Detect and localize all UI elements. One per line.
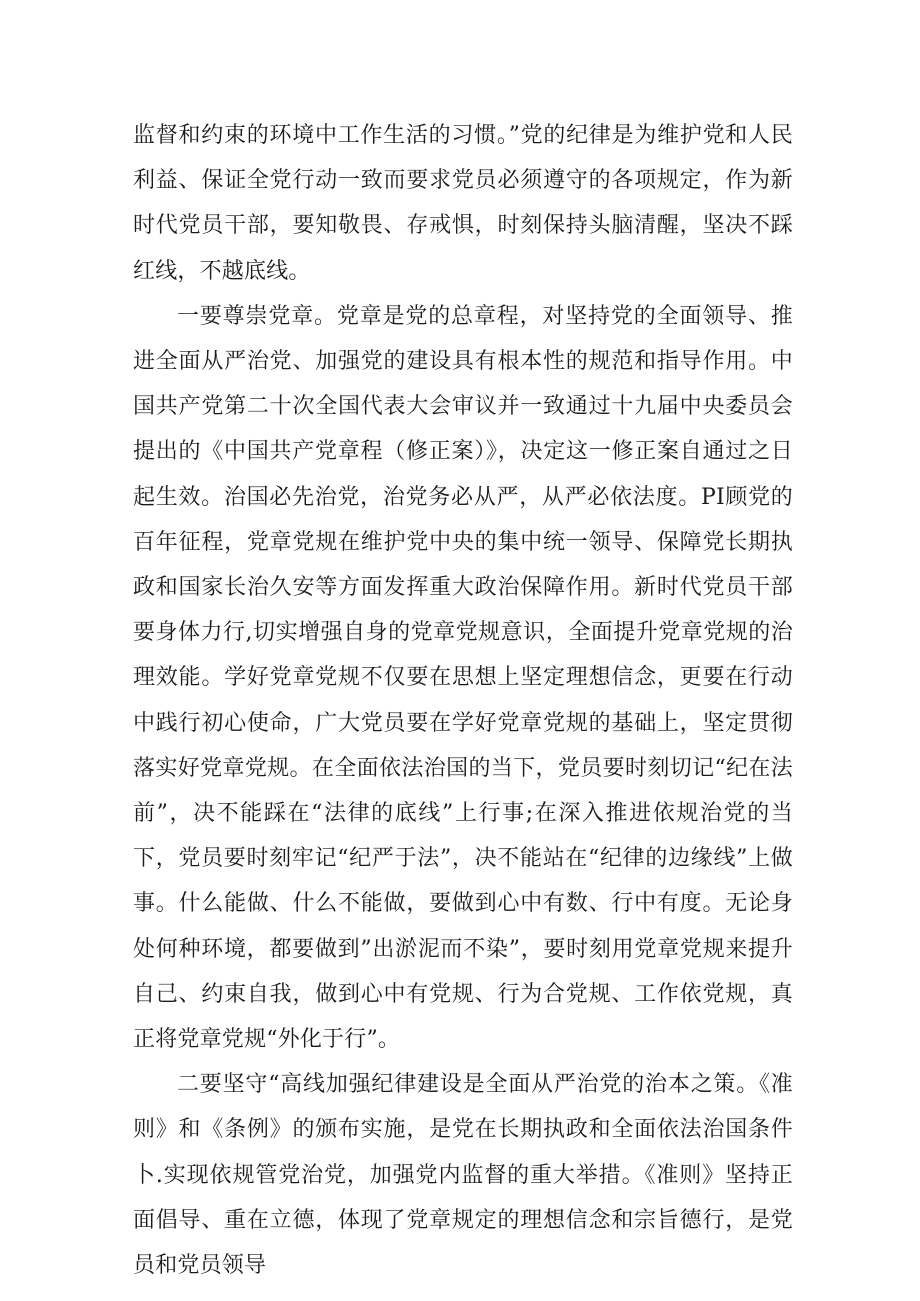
paragraph-discipline-intro: 监督和约束的环境中工作生活的习惯。”党的纪律是为维护党和人民利益、保证全党行动一致而要求党员必须遵守的各项规定，作为新时代党员干部，要知敬畏、存戒惧，时刻保持头脑清醒，坚决不踩红线，不越底线。 (133, 123, 793, 284)
paragraph-uphold-high-line: 二要坚守“高线加强纪律建设是全面从严治党的治本之策。《准则》和《条例》的颁布实施，是党在长期执政和全面依法治国条件卜.实现依规管党治党，加强党内监督的重大举措。《准则》坚持正面倡导、重在立德，体现了党章规定的理想信念和宗旨德行，是党员和党员领导 (133, 1072, 793, 1279)
document-body (133, 113, 793, 1288)
paragraph-respect-party-constitution: 一要尊崇党章。党章是党的总章程，对坚持党的全面领导、推进全面从严治党、加强党的建设具有根本性的规范和指导作用。中国共产党第二十次全国代表大会审议并一致通过十九届中央委员会提出的《中国共产党章程（修正案）》，决定这一修正案自通过之日起生效。治国必先治党，治党务必从严，从严必依法度。PI顾党的百年征程，党章党规在维护党中央的集中统一领导、保障党长期执政和国家长治久安等方面发挥重大政治保障作用。新时代党员干部要身体力行,切实增强自身的党章党规意识，全面提升党章党规的治理效能。学好党章党规不仅要在思想上坚定理想信念，更要在行动中践行初心使命，广大党员要在学好党章党规的基础上，坚定贯彻落实好党章党规。在全面依法治国的当下，党员要时刻切记“纪在法前”，决不能踩在“法律的底线”上行事;在深入推进依规治党的当下，党员要时刻牢记“纪严于法”，决不能站在“纪律的边缘线”上做事。什么能做、什么不能做，要做到心中有数、行中有度。无论身处何种环境，都要做到”出淤泥而不染”，要时刻用党章党规来提升自己、约束自我，做到心中有党规、行为合党规、工作依党规，真正将党章党规“外化于行”。 (133, 303, 793, 1053)
